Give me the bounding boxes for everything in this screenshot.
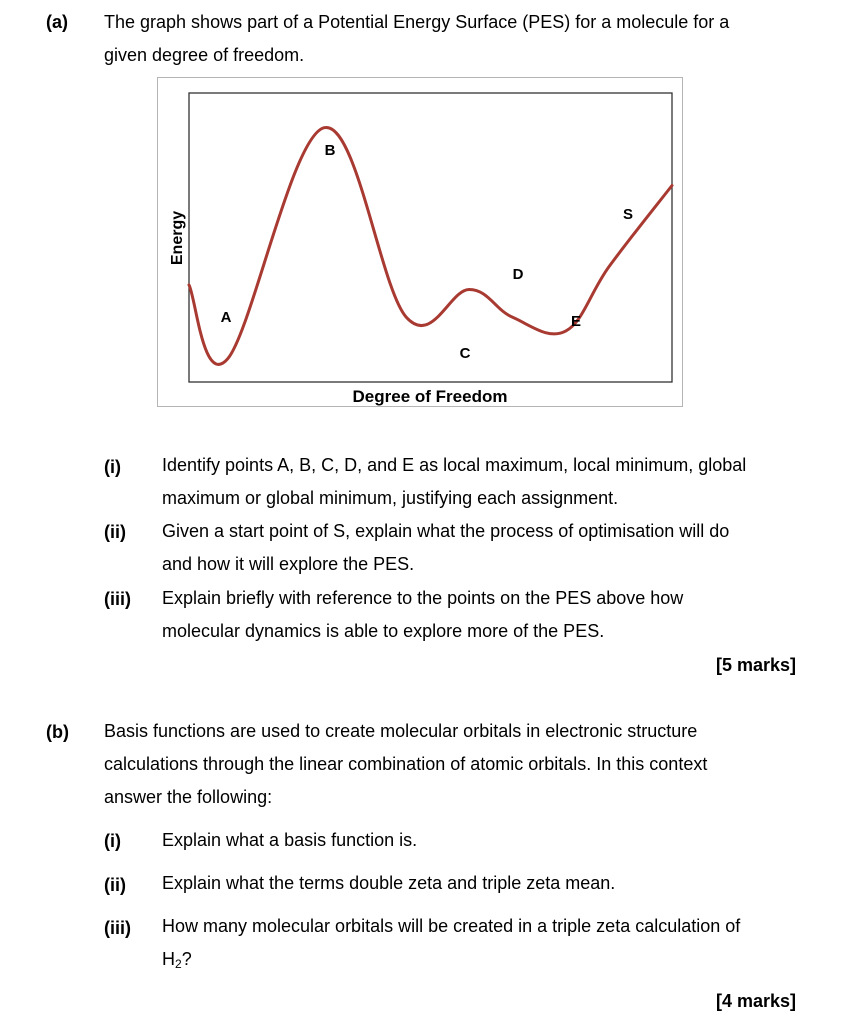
part-b-q3-line2 bbox=[162, 943, 192, 981]
part-a-label: (a) bbox=[46, 12, 68, 32]
part-b-q1-line1: Explain what a basis function is. bbox=[162, 830, 418, 850]
h2-formula-h: H bbox=[162, 949, 175, 969]
pes-chart bbox=[158, 78, 682, 406]
point-label-s: S bbox=[622, 206, 634, 223]
part-a-q1-line2: maximum or global minimum, justifying each assignment. bbox=[162, 488, 619, 508]
part-a-intro-line1: The graph shows part of a Potential Energy Surface (PES) for a molecule for a bbox=[104, 12, 730, 32]
part-b-label: (b) bbox=[46, 722, 69, 742]
part-b-intro-line2: calculations through the linear combination of atomic orbitals. In this context bbox=[104, 754, 708, 774]
plot-area-border bbox=[189, 93, 672, 382]
pes-curve bbox=[189, 127, 672, 364]
part-a-q3-line1: Explain briefly with reference to the points on the PES above how bbox=[162, 588, 684, 608]
part-a-q3-num: (iii) bbox=[104, 589, 131, 609]
part-a-q2-num: (ii) bbox=[104, 522, 126, 542]
point-label-d: D bbox=[512, 266, 524, 283]
part-a-q2-line2: and how it will explore the PES. bbox=[162, 554, 415, 574]
part-b-q1-num: (i) bbox=[104, 831, 121, 851]
point-label-e: E bbox=[570, 313, 582, 330]
part-b-q3-line1: How many molecular orbitals will be created in a triple zeta calculation of bbox=[162, 916, 741, 936]
point-label-b: B bbox=[324, 142, 336, 159]
pes-figure-frame bbox=[157, 77, 683, 407]
h2-formula-subscript: 2 bbox=[175, 957, 182, 971]
part-a-q3-line2: molecular dynamics is able to explore more of the PES. bbox=[162, 621, 605, 641]
part-a-intro-line2: given degree of freedom. bbox=[104, 45, 305, 65]
part-b-intro-line3: answer the following: bbox=[104, 787, 273, 807]
part-a-q1-num: (i) bbox=[104, 457, 121, 477]
part-b-q2-num: (ii) bbox=[104, 875, 126, 895]
part-a-marks: [5 marks] bbox=[715, 655, 796, 675]
part-a-q2-line1: Given a start point of S, explain what the process of optimisation will do bbox=[162, 521, 730, 541]
part-b-q3-num: (iii) bbox=[104, 918, 131, 938]
part-b-intro-line1: Basis functions are used to create molecular orbitals in electronic structure bbox=[104, 721, 698, 741]
x-axis-label: Degree of Freedom bbox=[352, 387, 508, 406]
point-label-a: A bbox=[220, 309, 232, 326]
part-b-q2-line1: Explain what the terms double zeta and triple zeta mean. bbox=[162, 873, 616, 893]
part-b-marks: [4 marks] bbox=[715, 991, 796, 1011]
y-axis-label: Energy bbox=[169, 210, 186, 266]
point-label-c: C bbox=[459, 345, 471, 362]
h2-formula-question-mark: ? bbox=[181, 949, 192, 969]
part-a-q1-line1: Identify points A, B, C, D, and E as local maximum, local minimum, global bbox=[162, 455, 747, 475]
